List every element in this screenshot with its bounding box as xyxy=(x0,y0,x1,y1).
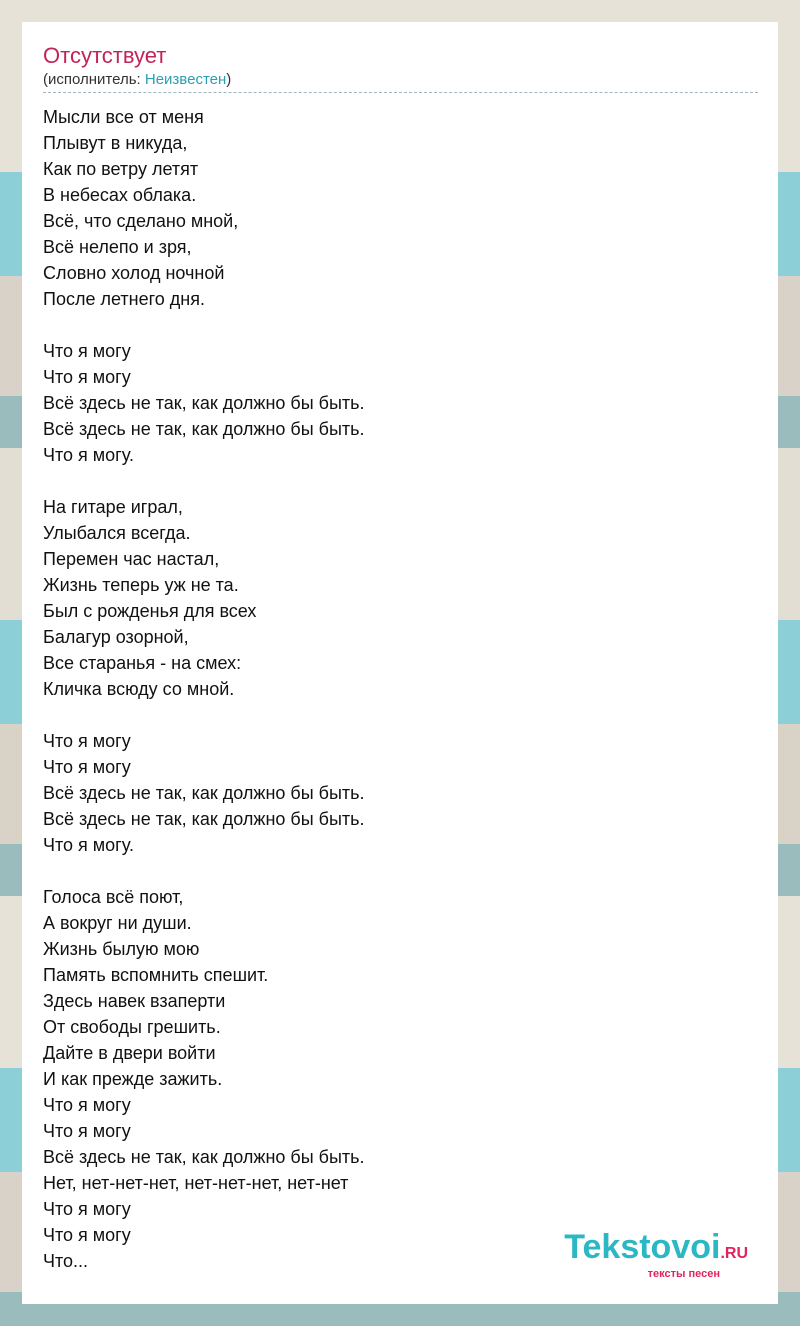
lyric-line: Мысли все от меня xyxy=(43,107,204,127)
lyric-line: Словно холод ночной xyxy=(43,263,225,283)
lyric-line: Всё здесь не так, как должно бы быть. xyxy=(43,809,365,829)
logo-tagline: тексты песен xyxy=(647,1268,720,1280)
logo-name: Tekstovoi xyxy=(564,1228,721,1266)
lyric-line: Голоса всё поют, xyxy=(43,887,184,907)
lyric-line: Что я могу xyxy=(43,1121,131,1141)
lyric-line: Что я могу xyxy=(43,341,131,361)
lyric-line: После летнего дня. xyxy=(43,289,205,309)
lyric-line: Что я могу. xyxy=(43,835,134,855)
artist-prefix: (исполнитель: xyxy=(43,71,145,88)
lyric-line: Здесь навек взаперти xyxy=(43,991,226,1011)
lyrics-card xyxy=(22,22,778,1304)
lyric-line: Дайте в двери войти xyxy=(43,1043,216,1063)
lyric-line: Нет, нет-нет-нет, нет-нет-нет, нет-нет xyxy=(43,1173,349,1193)
lyric-line: В небесах облака. xyxy=(43,185,197,205)
lyrics-body xyxy=(43,104,758,1274)
artist-line xyxy=(43,70,758,93)
lyric-line: Всё здесь не так, как должно бы быть. xyxy=(43,419,365,439)
lyric-line: Всё, что сделано мной, xyxy=(43,211,239,231)
lyric-line: Кличка всюду со мной. xyxy=(43,679,235,699)
lyric-line: Жизнь былую мою xyxy=(43,939,200,959)
lyric-line: Как по ветру летят xyxy=(43,159,199,179)
stanza-gap xyxy=(43,858,758,884)
lyric-line: И как прежде зажить. xyxy=(43,1069,223,1089)
lyric-line: Всё здесь не так, как должно бы быть. xyxy=(43,1147,365,1167)
lyric-line: Всё нелепо и зря, xyxy=(43,237,192,257)
lyric-line: Что я могу xyxy=(43,1225,131,1245)
lyric-line: Что я могу xyxy=(43,731,131,751)
lyric-line: Перемен час настал, xyxy=(43,549,220,569)
song-title: Отсутствует xyxy=(43,43,167,68)
lyric-line: Что я могу xyxy=(43,1095,131,1115)
stanza-gap xyxy=(43,312,758,338)
artist-link[interactable]: Неизвестен xyxy=(144,71,227,88)
artist-suffix: ) xyxy=(226,71,232,88)
lyric-line: Что я могу. xyxy=(43,445,134,465)
lyric-line: А вокруг ни души. xyxy=(43,913,192,933)
lyric-line: От свободы грешить. xyxy=(43,1017,221,1037)
lyric-line: Был с рожденья для всех xyxy=(43,601,257,621)
lyric-line: Что я могу xyxy=(43,1199,131,1219)
lyric-line: Память вспомнить спешит. xyxy=(43,965,269,985)
lyric-line: Жизнь теперь уж не та. xyxy=(43,575,239,595)
lyric-line: На гитаре играл, xyxy=(43,497,183,517)
stanza-gap xyxy=(43,468,758,494)
lyric-line: Балагур озорной, xyxy=(43,627,189,647)
logo-tld: .RU xyxy=(720,1245,748,1262)
lyric-line: Что я могу xyxy=(43,367,131,387)
stanza-gap xyxy=(43,702,758,728)
lyric-line: Плывут в никуда, xyxy=(43,133,188,153)
lyric-line: Всё здесь не так, как должно бы быть. xyxy=(43,393,365,413)
lyric-line: Улыбался всегда. xyxy=(43,523,191,543)
lyric-line: Что... xyxy=(43,1251,89,1271)
logo-wordmark xyxy=(564,1230,748,1271)
lyric-line: Всё здесь не так, как должно бы быть. xyxy=(43,783,365,803)
lyric-line: Что я могу xyxy=(43,757,131,777)
lyric-line: Все старанья - на смех: xyxy=(43,653,242,673)
site-logo[interactable] xyxy=(564,1230,748,1280)
